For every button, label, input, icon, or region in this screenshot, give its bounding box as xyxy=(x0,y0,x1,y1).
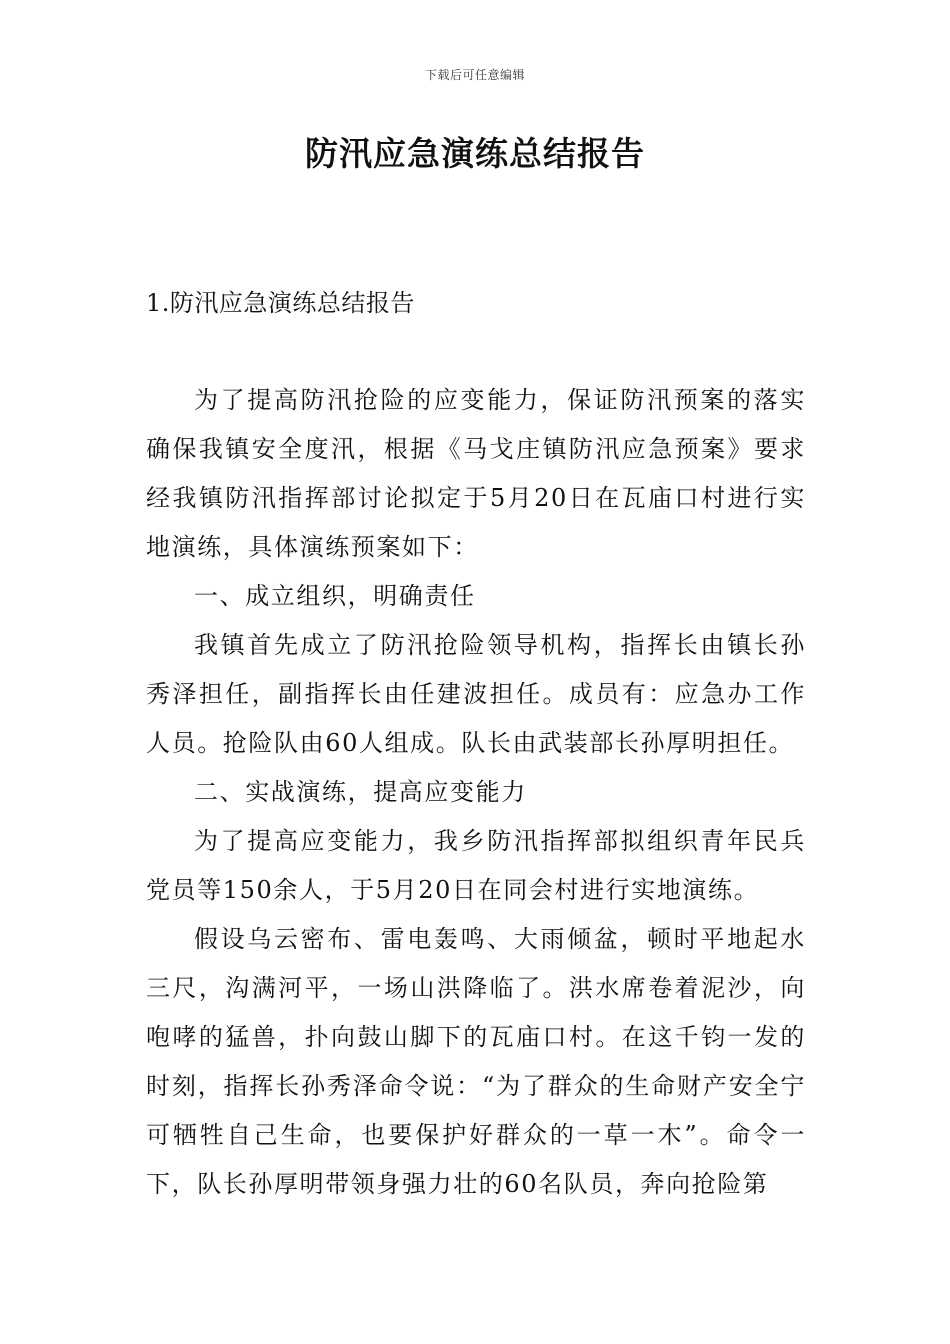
section-heading: 1.防汛应急演练总结报告 xyxy=(146,289,415,317)
body-text xyxy=(146,376,806,1209)
paragraph-organization: 我镇首先成立了防汛抢险领导机构，指挥长由镇长孙秀泽担任，副指挥长由任建波担任。成员有：应急办工作人员。抢险队由60人组成。队长由武装部长孙厚明担任。 xyxy=(146,631,806,757)
paragraph-intro: 为了提高防汛抢险的应变能力，保证防汛预案的落实确保我镇安全度汛，根据《马戈庄镇防汛应急预案》要求经我镇防汛指挥部讨论拟定于5月20日在瓦庙口村进行实地演练，具体演练预案如下： xyxy=(146,386,806,561)
paragraph-drill-plan: 为了提高应变能力，我乡防汛指挥部拟组织青年民兵党员等150余人，于5月20日在同会村进行实地演练。 xyxy=(146,827,806,904)
paragraph-heading-2: 二、实战演练，提高应变能力 xyxy=(194,778,527,806)
paragraph-scenario: 假设乌云密布、雷电轰鸣、大雨倾盆，顿时平地起水三尺，沟满河平，一场山洪降临了。洪水席卷着泥沙，向咆哮的猛兽，扑向鼓山脚下的瓦庙口村。在这千钧一发的时刻，指挥长孙秀泽命令说：“为了群众的生命财产安全宁可牺牲自己生命，也要保护好群众的一草一木”。命令一下，队长孙厚明带领身强力壮的60名队员，奔向抢险第 xyxy=(146,925,806,1198)
header-note: 下载后可任意编辑 xyxy=(424,68,525,82)
document-title: 防汛应急演练总结报告 xyxy=(305,134,645,173)
paragraph-heading-1: 一、成立组织，明确责任 xyxy=(194,582,476,610)
